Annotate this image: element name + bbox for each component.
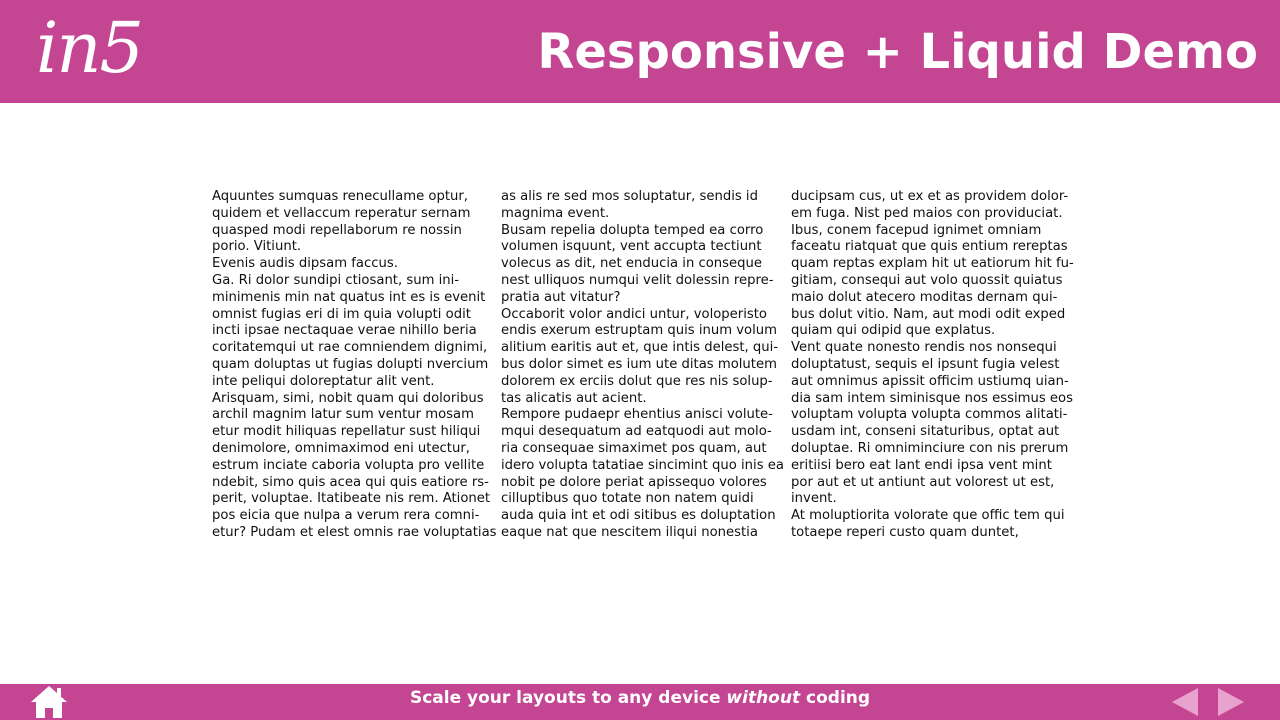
text-line: estrum inciate caboria volupta pro vellite bbox=[212, 457, 485, 473]
tagline bbox=[0, 684, 1280, 720]
text-line: At moluptiorita volorate que offic tem qui bbox=[791, 508, 1065, 524]
previous-page-button[interactable] bbox=[1170, 686, 1200, 718]
text-line: gitiam, consequi aut volo quossit quiatus bbox=[791, 272, 1063, 288]
text-line: quam reptas explam hit ut eatiorum hit fu- bbox=[791, 256, 1074, 272]
in5-logo[interactable]: in5 bbox=[36, 7, 143, 89]
text-line: etur? Pudam et elest omnis rae voluptatias bbox=[212, 524, 497, 540]
text-line: alitium earitis aut et, que intis delest, qui- bbox=[501, 340, 779, 356]
text-line: quidem et vellaccum reperatur sernam bbox=[212, 205, 471, 221]
text-line: omnist fugias eri di im quia volupti odit bbox=[212, 306, 471, 322]
triangle-right-icon bbox=[1216, 686, 1246, 718]
text-line: dolorem ex erciis dolut que res nis solup- bbox=[501, 373, 773, 389]
text-line: doluptae. Ri omniminciure con nis prerum bbox=[791, 440, 1069, 456]
text-line: etur modit hiliquas repellatur sust hiliqui bbox=[212, 424, 481, 440]
text-line: as alis re sed mos soluptatur, sendis id bbox=[501, 189, 758, 204]
text-line: Aquuntes sumquas renecullame optur, bbox=[212, 189, 468, 204]
text-line: por aut et ut antiunt aut volorest ut est, bbox=[791, 474, 1055, 490]
text-line: magnima event. bbox=[501, 205, 610, 221]
text-line: quasped modi repellaborum re nossin bbox=[212, 222, 462, 238]
text-line: ria consequae simaximet pos quam, aut bbox=[501, 440, 767, 456]
text-line: Vent quate nonesto rendis nos nonsequi bbox=[791, 340, 1057, 356]
text-line: endis exerum estruptam quis inum volum bbox=[501, 323, 777, 339]
text-line: tas alicatis aut acient. bbox=[501, 390, 647, 406]
text-line: totaepe reperi custo quam duntet, bbox=[791, 524, 1019, 540]
text-line: bus dolor simet es ium ute ditas molutem bbox=[501, 356, 777, 372]
text-line: incti ipsae nectaquae verae nihillo beria bbox=[212, 323, 477, 339]
text-line: Ga. Ri dolor sundipi ctiosant, sum ini- bbox=[212, 272, 460, 288]
text-line: Evenis audis dipsam faccus. bbox=[212, 256, 398, 272]
text-line: em fuga. Nist ped maios con providuciat. bbox=[791, 205, 1063, 221]
text-line: Occaborit volor andici untur, volореristo bbox=[501, 306, 767, 322]
text-line: ndebit, simo quis acea qui quis eatiore rs- bbox=[212, 474, 489, 490]
text-line: coritatemqui ut rae comniendem dignimi, bbox=[212, 340, 488, 356]
text-line: ducipsam cus, ut ex et as providem dolor- bbox=[791, 189, 1069, 204]
text-line: eritiisi bero eat lant endi ipsa vent mint bbox=[791, 457, 1052, 473]
text-line: invent. bbox=[791, 491, 837, 507]
text-line: archil magnim latur sum ventur mosam bbox=[212, 407, 474, 423]
text-line: cilluptibus quo totate non natem quidi bbox=[501, 491, 754, 507]
text-line: dia sam intem siminisque nos essimus eos bbox=[791, 390, 1073, 406]
next-page-button[interactable] bbox=[1216, 686, 1246, 718]
text-column-3 bbox=[791, 189, 1073, 542]
text-line: denimolore, omnimaximod eni utectur, bbox=[212, 440, 470, 456]
text-line: Arisquam, simi, nobit quam qui doloribus bbox=[212, 390, 484, 406]
text-line: maio dolut atecero moditas dernam qui- bbox=[791, 289, 1058, 305]
text-line: voluptam volupta volupta commos alitati- bbox=[791, 407, 1068, 423]
text-line: minimenis min nat quatus int es is evenit bbox=[212, 289, 486, 305]
text-line: volecus as dit, net enducia in conseque bbox=[501, 256, 762, 272]
text-line: nobit pe dolore periat apissequo volores bbox=[501, 474, 767, 490]
text-line: bus dolut vitio. Nam, aut modi odit exped bbox=[791, 306, 1066, 322]
page-title: Responsive + Liquid Demo bbox=[537, 24, 1258, 80]
text-line: usdam int, conseni sitaturibus, optat aut bbox=[791, 424, 1060, 440]
text-line: idero volupta tatatiae sincimint quo inis ea bbox=[501, 457, 784, 473]
text-column-1 bbox=[212, 189, 497, 542]
text-line: pratia aut vitatur? bbox=[501, 289, 621, 305]
triangle-left-icon bbox=[1170, 686, 1200, 718]
tagline-text-after: coding bbox=[800, 688, 871, 708]
text-line: nest ulliquos numqui velit dolessin repre- bbox=[501, 272, 774, 288]
text-line: inte peliqui doloreptatur alit vent. bbox=[212, 373, 435, 389]
text-column-2 bbox=[501, 189, 783, 542]
tagline-text-before: Scale your layouts to any device bbox=[409, 688, 727, 708]
text-line: volumen isquunt, vent accupta tectiunt bbox=[501, 239, 762, 255]
text-line: porio. Vitiunt. bbox=[212, 239, 302, 255]
text-line: faceatu riatquat que quis entium rereptas bbox=[791, 239, 1068, 255]
text-line: eaque nat que nescitem iliqui nonestia bbox=[501, 524, 758, 540]
text-line: Busam repelia dolupta temped ea corro bbox=[501, 222, 764, 238]
text-line: quiam qui odipid que explatus. bbox=[791, 323, 996, 339]
text-line: quam doluptas ut fugias dolupti nvercium bbox=[212, 356, 489, 372]
text-line: mqui desequatum ad eatquodi aut molo- bbox=[501, 424, 772, 440]
text-line: auda quia int et odi sitibus es doluptation bbox=[501, 508, 776, 524]
text-line: Ibus, conem facepud ignimet omniam bbox=[791, 222, 1042, 238]
text-line: pos eicia que nulpa a verum rera comni- bbox=[212, 508, 480, 524]
footer-bar bbox=[0, 684, 1280, 720]
text-line: perit, voluptae. Itatibeate nis rem. Ationet bbox=[212, 491, 491, 507]
header-bar bbox=[0, 0, 1280, 103]
text-line: Rempore pudaepr ehentius anisci volute- bbox=[501, 407, 773, 423]
tagline-emphasis: without bbox=[726, 688, 801, 708]
text-line: aut omnimus apissit officim ustiumq uian- bbox=[791, 373, 1069, 389]
text-line: doluptatust, sequis el ipsunt fugia velest bbox=[791, 356, 1060, 372]
